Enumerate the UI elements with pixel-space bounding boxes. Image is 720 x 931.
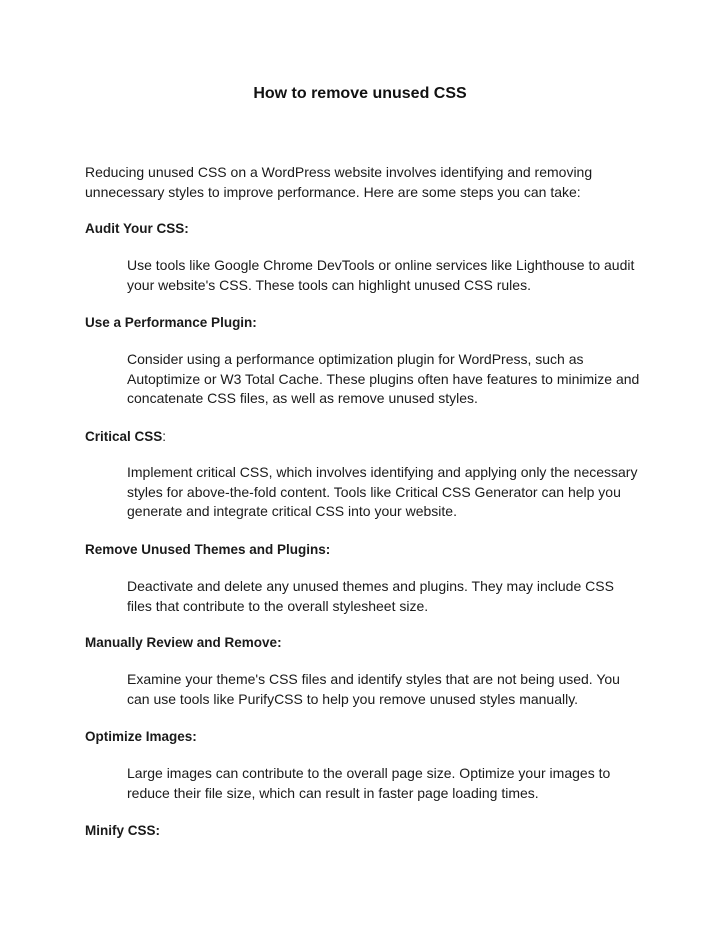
section-body-manual-review: Examine your theme's CSS files and identify styles that are not being used. You can use tools like PurifyCSS to help you remove unused styles manually. <box>127 671 620 707</box>
section-heading-remove-themes <box>85 540 330 559</box>
section-body-performance-plugin: Consider using a performance optimization plugin for WordPress, such as Autoptimize or W3 Total Cache. These plugins often have features to minimize and concatenate CSS files, as well as remove unused styles. <box>127 351 640 406</box>
section-heading-optimize-images <box>85 727 197 746</box>
section-heading-label: Audit Your CSS: <box>85 221 189 236</box>
section-heading-label: Minify CSS: <box>85 823 161 838</box>
section-heading-label: Use a Performance Plugin: <box>85 315 257 330</box>
section-heading-label: Optimize Images: <box>85 729 197 744</box>
intro-paragraph: Reducing unused CSS on a WordPress website involves identifying and removing unnecessary styles to improve performance. Here are some steps you can take: <box>85 164 593 200</box>
section-heading-label: Critical CSS <box>85 429 163 444</box>
section-body-optimize-images: Large images can contribute to the overall page size. Optimize your images to reduce their file size, which can result in faster page loading times. <box>127 765 611 801</box>
section-body-remove-themes: Deactivate and delete any unused themes and plugins. They may include CSS files that contribute to the overall stylesheet size. <box>127 578 614 614</box>
section-body-critical-css: Implement critical CSS, which involves identifying and applying only the necessary styles for above-the-fold content. Tools like Critical CSS Generator can help you generate and integrate critical CSS into your website. <box>127 464 638 519</box>
section-heading-label: Manually Review and Remove: <box>85 635 282 650</box>
section-heading-critical-css <box>85 427 166 446</box>
section-body-audit: Use tools like Google Chrome DevTools or online services like Lighthouse to audit your website's CSS. These tools can highlight unused CSS rules. <box>127 257 635 293</box>
section-heading-manual-review <box>85 633 282 652</box>
section-heading-minify-css <box>85 821 160 840</box>
section-heading-performance-plugin <box>85 313 257 332</box>
section-heading-audit <box>85 219 189 238</box>
section-heading-colon: : <box>162 429 167 444</box>
section-heading-label: Remove Unused Themes and Plugins: <box>85 542 331 557</box>
page-title: How to remove unused CSS <box>253 85 467 102</box>
